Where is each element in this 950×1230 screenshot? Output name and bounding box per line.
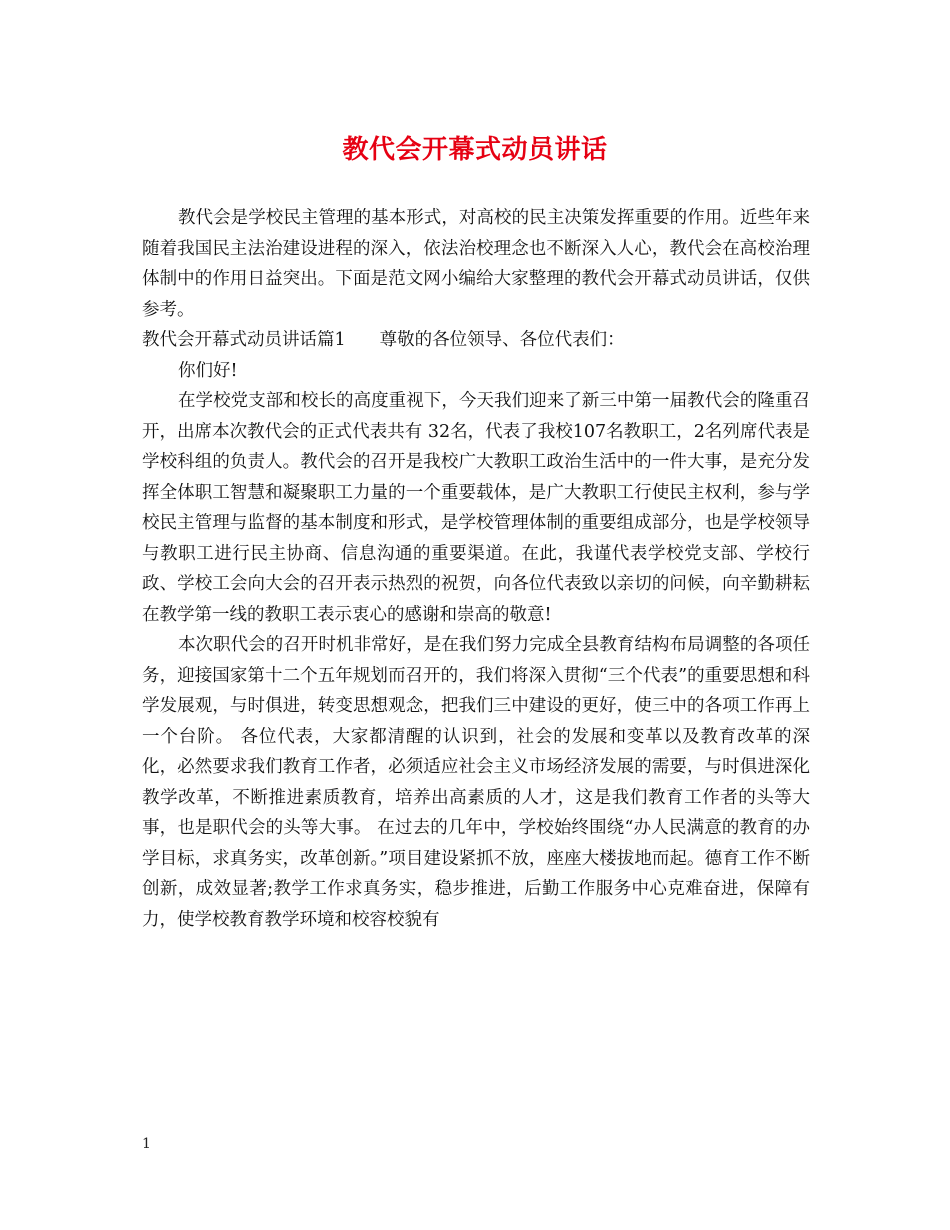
section-title: 教代会开幕式动员讲话篇1 [142,330,346,350]
intro-paragraph: 教代会是学校民主管理的基本形式，对高校的民主决策发挥重要的作用。近些年来随着我国民主法治建设进程的深入，依法治校理念也不断深入人心，教代会在高校治理体制中的作用日益突出。下面是范文网小编给大家整理的教代会开幕式动员讲话，仅供参考。 [142,208,810,320]
greeting: 你们好! [178,360,238,381]
document-title: 教代会开幕式动员讲话 [342,135,608,165]
page-number: 1 [142,1136,151,1152]
document-body [142,203,810,935]
body-paragraph-2: 本次职代会的召开时机非常好，是在我们努力完成全县教育结构布局调整的各项任务，迎接国家第十二个五年规划而召开的，我们将深入贯彻“三个代表”的重要思想和科学发展观，与时俱进，转变思想观念，把我们三中建设的更好，使三中的各项工作再上一个台阶。 各位代表，大家都清醒的认识到，社会的发展和变革以及教育改革的深化，必然要求我们教育工作者，必须适应社会主义市场经济发展的需要，与时俱进深化教学改革，不断推进素质教育，培养出高素质的人才，这是我们教育工作者的头等大事，也是职代会的头等大事。 在过去的几年中，学校始终围绕“办人民满意的教育的办学目标，求真务实，改革创新。”项目建设紧抓不放，座座大楼拔地而起。德育工作不断创新，成效显著;教学工作求真务实，稳步推进，后勤工作服务中心克难奋进，保障有力，使学校教育教学环境和校容校貌有 [142,635,810,930]
section-heading-line [142,325,810,356]
salutation: 尊敬的各位领导、各位代表们： [379,330,625,350]
body-paragraph-1: 在学校党支部和校长的高度重视下，今天我们迎来了新三中第一届教代会的隆重召开，出席本次教代会的正式代表共有 32名，代表了我校107名教职工，2名列席代表是学校科组的负责人。教代会的召开是我校广大教职工政治生活中的一件大事，是充分发挥全体职工智慧和凝聚职工力量的一个重要载体，是广大教职工行使民主权利，参与学校民主管理与监督的基本制度和形式，是学校管理体制的重要组成部分，也是学校领导与教职工进行民主协商、信息沟通的重要渠道。在此，我谨代表学校党支部、学校行政、学校工会向大会的召开表示热烈的祝贺，向各位代表致以亲切的问候，向辛勤耕耘在教学第一线的教职工表示衷心的感谢和崇高的敬意! [142,391,810,625]
